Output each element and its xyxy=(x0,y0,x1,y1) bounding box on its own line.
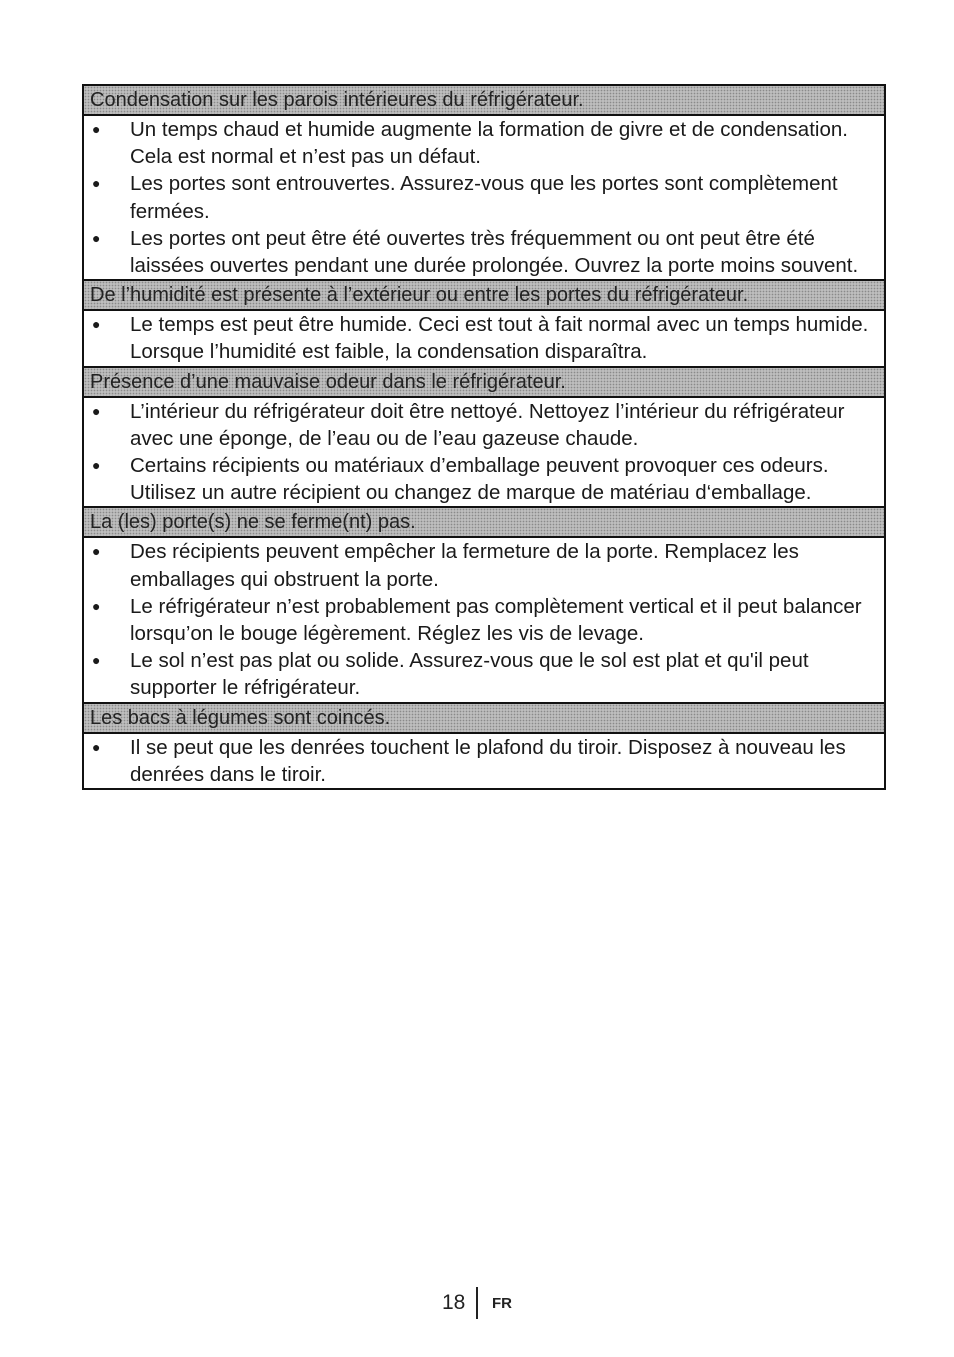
list-item xyxy=(84,538,884,592)
bullet-icon: ● xyxy=(92,175,101,192)
language-code: FR xyxy=(492,1295,512,1312)
list-item-text: Des récipients peuvent empêcher la fermeture de la porte. Remplacez les emballages qui obstruent la porte. xyxy=(130,540,799,591)
list-item-text: Le temps est peut être humide. Ceci est tout à fait normal avec un temps humide. Lorsque l’humidité est faible, la condensation disparaîtra. xyxy=(130,313,869,364)
section-heading: Condensation sur les parois intérieures du réfrigérateur. xyxy=(84,86,884,116)
section-heading: Présence d’une mauvaise odeur dans le réfrigérateur. xyxy=(84,368,884,398)
section-condensation-inside xyxy=(84,86,884,281)
list-item xyxy=(84,734,884,788)
list-item xyxy=(84,116,884,170)
bullet-icon: ● xyxy=(92,738,101,755)
section-bad-odor xyxy=(84,368,884,509)
section-body xyxy=(84,538,884,703)
page-number: 18 xyxy=(442,1291,466,1314)
troubleshooting-table xyxy=(82,84,886,790)
list-item-text: Le sol n’est pas plat ou solide. Assurez-vous que le sol est plat et qu'il peut supporter le réfrigérateur. xyxy=(130,649,809,700)
list-item xyxy=(84,170,884,224)
section-heading: La (les) porte(s) ne se ferme(nt) pas. xyxy=(84,508,884,538)
list-item xyxy=(84,452,884,506)
section-body xyxy=(84,398,884,509)
list-item-text: Les portes ont peut être été ouvertes très fréquemment ou ont peut être été laissées ouvertes pendant une durée prolongée. Ouvrez la porte moins souvent. xyxy=(130,226,859,278)
bullet-icon: ● xyxy=(92,121,101,137)
section-heading: De l’humidité est présente à l’extérieur ou entre les portes du réfrigérateur. xyxy=(84,281,884,311)
bullet-icon: ● xyxy=(92,229,101,246)
section-door-not-closing xyxy=(84,508,884,703)
bullet-icon: ● xyxy=(92,543,101,560)
list-item-text: Les portes sont entrouvertes. Assurez-vous que les portes sont complètement fermées. xyxy=(130,172,838,223)
section-body xyxy=(84,311,884,367)
bullet-icon: ● xyxy=(92,402,101,419)
list-item xyxy=(84,225,884,279)
section-body xyxy=(84,734,884,788)
section-humidity-outside xyxy=(84,281,884,367)
list-item-text: Un temps chaud et humide augmente la formation de givre et de condensation. Cela est normal et n’est pas un défaut. xyxy=(130,118,848,169)
list-item xyxy=(84,398,884,452)
section-heading: Les bacs à légumes sont coincés. xyxy=(84,704,884,734)
list-item-text: Le réfrigérateur n’est probablement pas complètement vertical et il peut balancer lorsqu’on le bouge légèrement. Réglez les vis de levage. xyxy=(130,594,862,646)
section-crisper-stuck xyxy=(84,704,884,788)
bullet-icon: ● xyxy=(92,316,101,333)
section-body xyxy=(84,116,884,281)
list-item-text: L’intérieur du réfrigérateur doit être nettoyé. Nettoyez l’intérieur du réfrigérateur avec une éponge, de l’eau ou de l’eau gazeuse chaude. xyxy=(130,399,845,450)
footer-divider xyxy=(476,1287,478,1319)
list-item-text: Il se peut que les denrées touchent le plafond du tiroir. Disposez à nouveau les denrées dans le tiroir. xyxy=(130,735,846,786)
list-item xyxy=(84,593,884,647)
list-item xyxy=(84,647,884,701)
list-item xyxy=(84,311,884,365)
list-item-text: Certains récipients ou matériaux d’emballage peuvent provoquer ces odeurs. Utilisez un autre récipient ou changez de marque de matériau d‘emballage. xyxy=(130,454,829,505)
bullet-icon: ● xyxy=(92,597,101,614)
bullet-icon: ● xyxy=(92,457,101,474)
bullet-icon: ● xyxy=(92,652,101,669)
page-footer xyxy=(0,1287,954,1321)
